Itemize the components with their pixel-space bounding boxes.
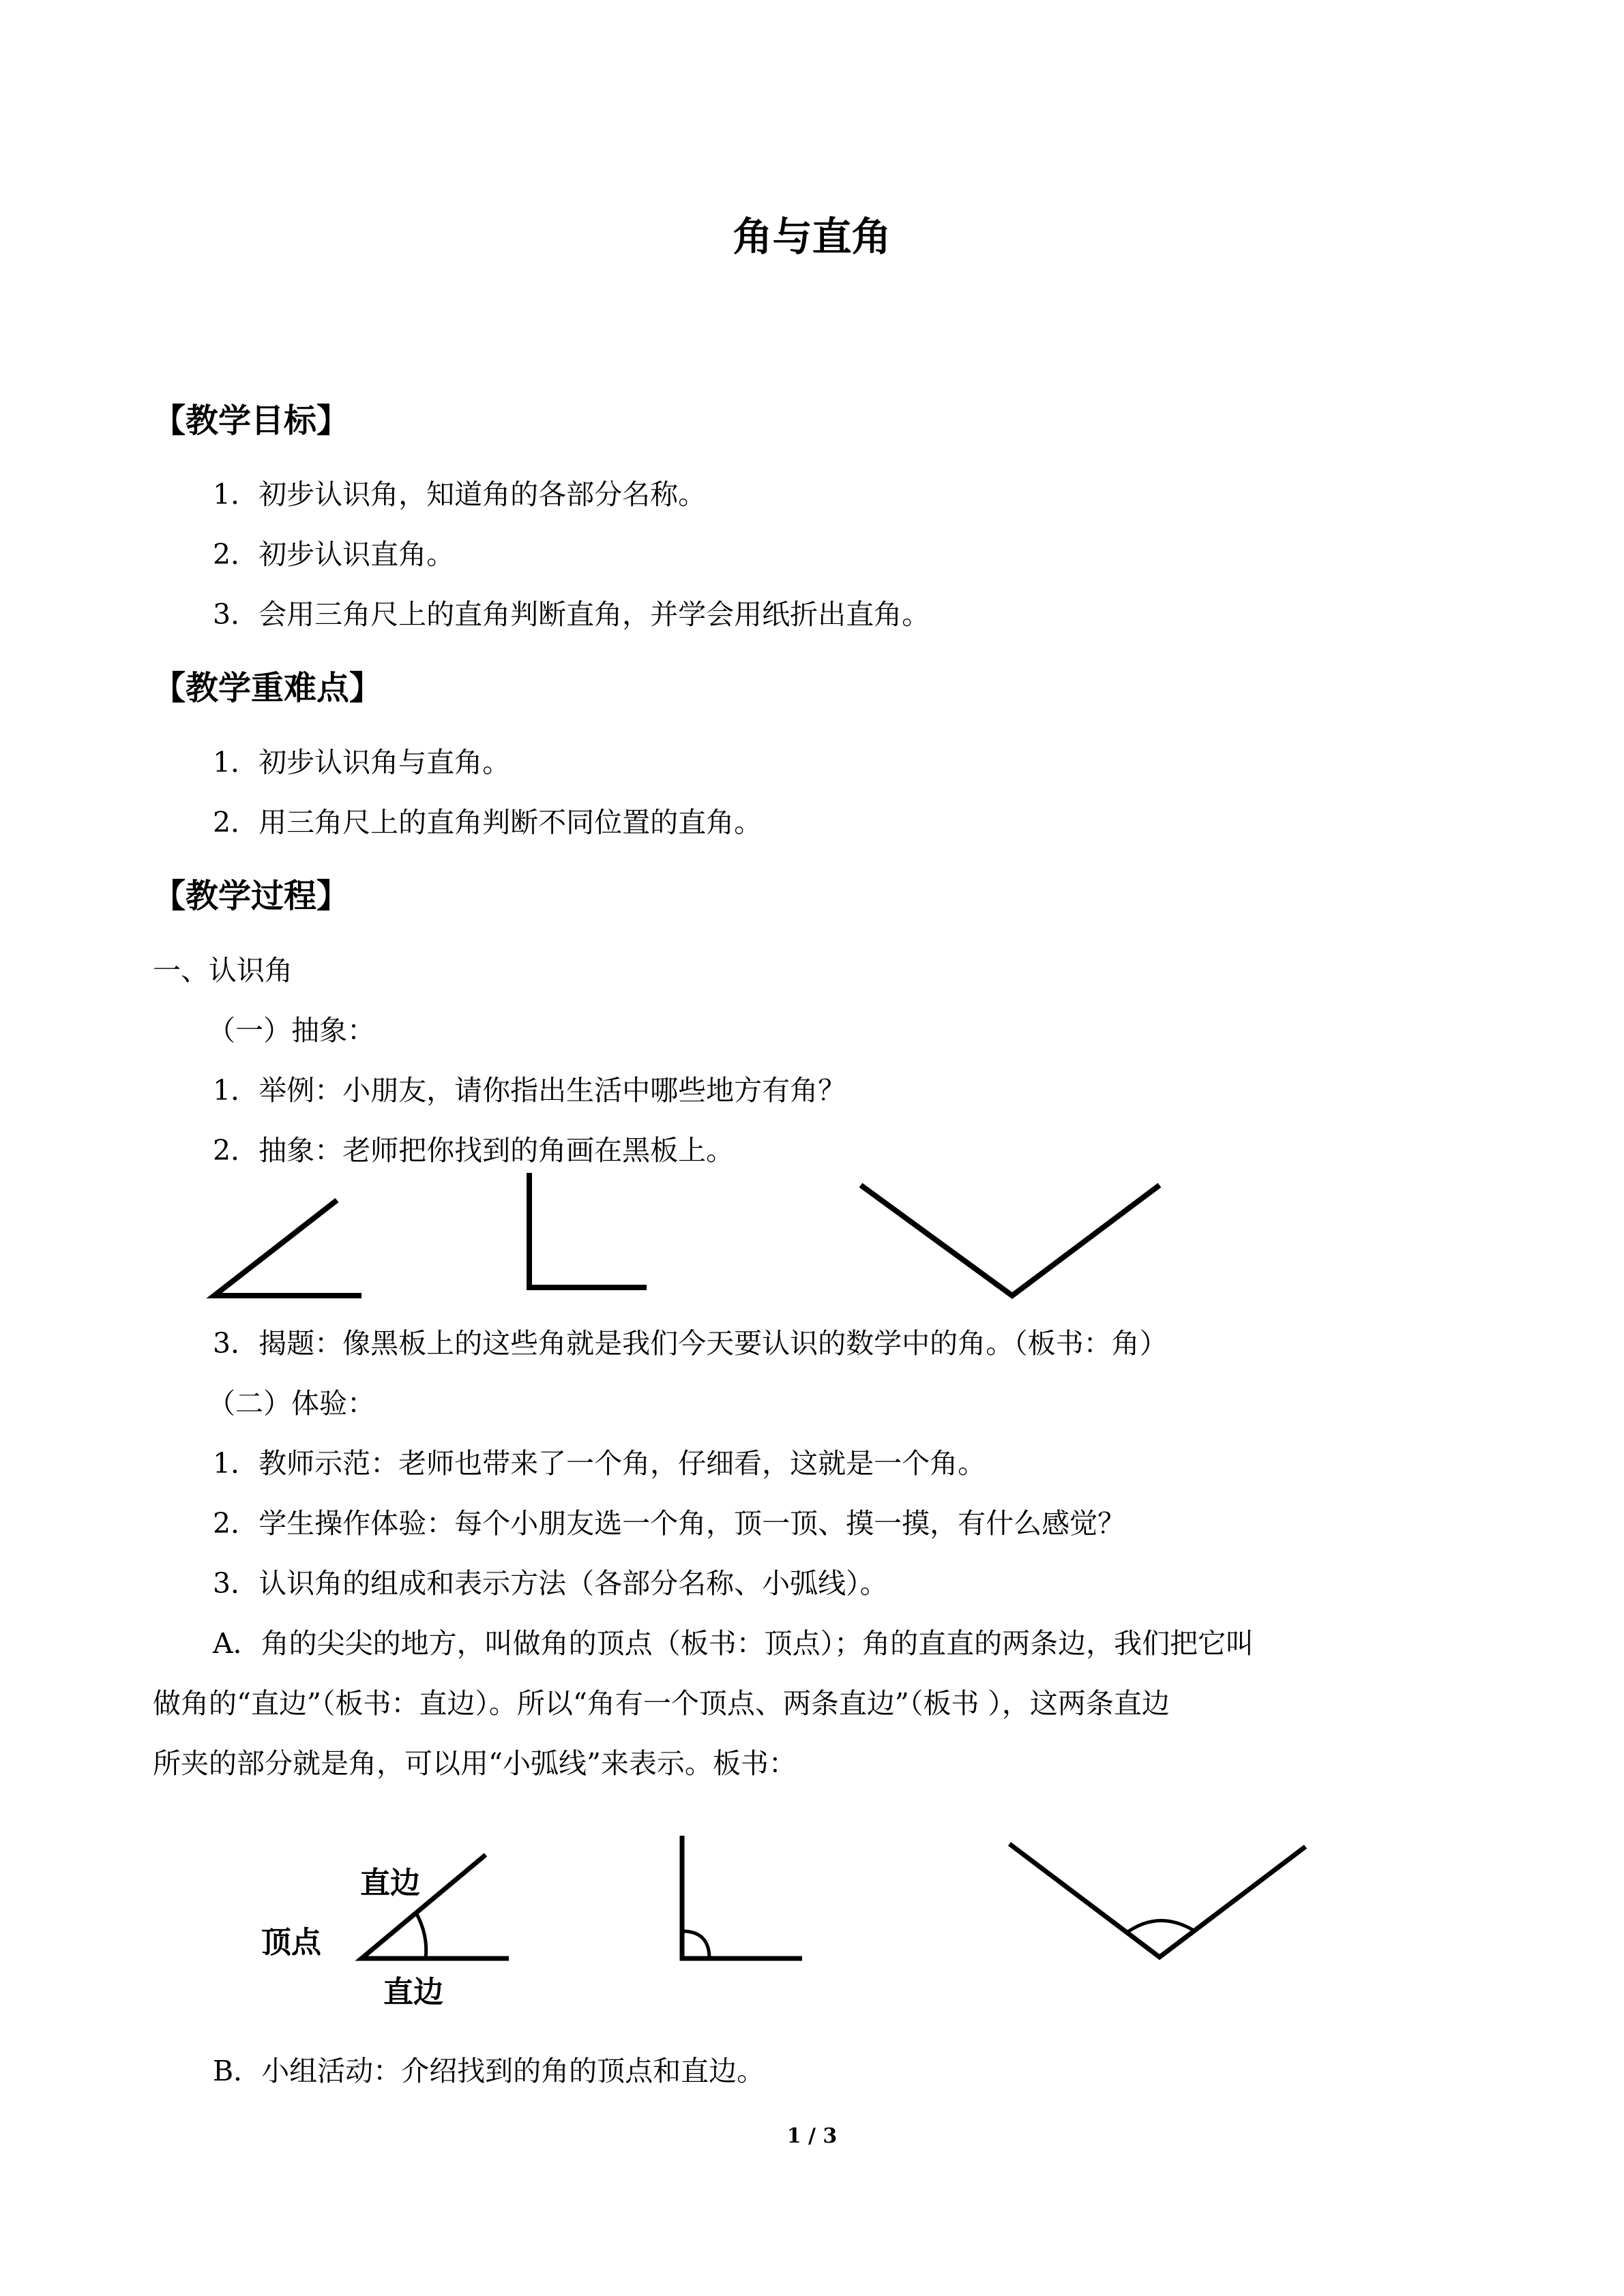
process-item: 1．举例：小朋友，请你指出生活中哪些地方有角？ bbox=[213, 1074, 846, 1107]
process-item: 2．抽象：老师把你找到的角画在黑板上。 bbox=[213, 1134, 735, 1167]
process-item: 2．学生操作体验：每个小朋友选一个角，顶一顶、摸一摸，有什么感觉？ bbox=[213, 1507, 1126, 1540]
objective-item: 2．初步认识直角。 bbox=[213, 538, 455, 571]
label-side-bottom: 直边 bbox=[383, 1975, 443, 2010]
acute-angle-arc bbox=[416, 1913, 426, 1958]
labeled-obtuse-angle bbox=[1009, 1844, 1305, 1957]
acute-angle bbox=[214, 1200, 361, 1296]
process-item: 3．认识角的组成和表示方法（各部分名称、小弧线）。 bbox=[213, 1567, 888, 1600]
page-title: 角与直角 bbox=[733, 213, 891, 260]
process-heading: 【教学过程】 bbox=[153, 877, 350, 915]
right-angle bbox=[529, 1173, 647, 1287]
key-points-heading: 【教学重难点】 bbox=[153, 669, 383, 707]
objective-item: 1．初步认识角，知道角的各部分名称。 bbox=[213, 478, 707, 511]
key-point-item: 1．初步认识角与直角。 bbox=[213, 746, 511, 779]
paragraph-line: 所夹的部分就是角，可以用“小弧线”来表示。板书： bbox=[153, 1747, 797, 1780]
right-angle-arc bbox=[682, 1931, 709, 1958]
paragraph-line: A．角的尖尖的地方，叫做角的顶点（板书：顶点）；角的直直的两条边，我们把它叫 bbox=[213, 1627, 1254, 1660]
section-heading: 一、认识角 bbox=[153, 954, 293, 987]
label-vertex: 顶点 bbox=[261, 1925, 321, 1960]
page-number: 1 / 3 bbox=[786, 2124, 838, 2148]
subsection-heading: （二）体验： bbox=[207, 1387, 375, 1420]
objectives-heading: 【教学目标】 bbox=[153, 402, 350, 440]
subsection-heading: （一）抽象： bbox=[207, 1014, 375, 1047]
paragraph-line: 做角的“直边”（板书：直边）。所以“角有一个顶点、两条直边”（板书 ），这两条直边 bbox=[153, 1687, 1170, 1720]
labeled-right-angle bbox=[682, 1836, 802, 1958]
process-item: 1．教师示范：老师也带来了一个角，仔细看，这就是一个角。 bbox=[213, 1447, 986, 1480]
label-side-top: 直边 bbox=[360, 1866, 420, 1900]
obtuse-angle bbox=[861, 1185, 1160, 1296]
process-item: 3．揭题：像黑板上的这些角就是我们今天要认识的数学中的角。（板书：角） bbox=[213, 1327, 1168, 1360]
paragraph-line: B．小组活动：介绍找到的角的顶点和直边。 bbox=[213, 2055, 765, 2087]
objective-item: 3．会用三角尺上的直角判断直角，并学会用纸折出直角。 bbox=[213, 598, 930, 631]
key-point-item: 2．用三角尺上的直角判断不同位置的直角。 bbox=[213, 806, 763, 839]
obtuse-angle-arc bbox=[1127, 1920, 1195, 1933]
